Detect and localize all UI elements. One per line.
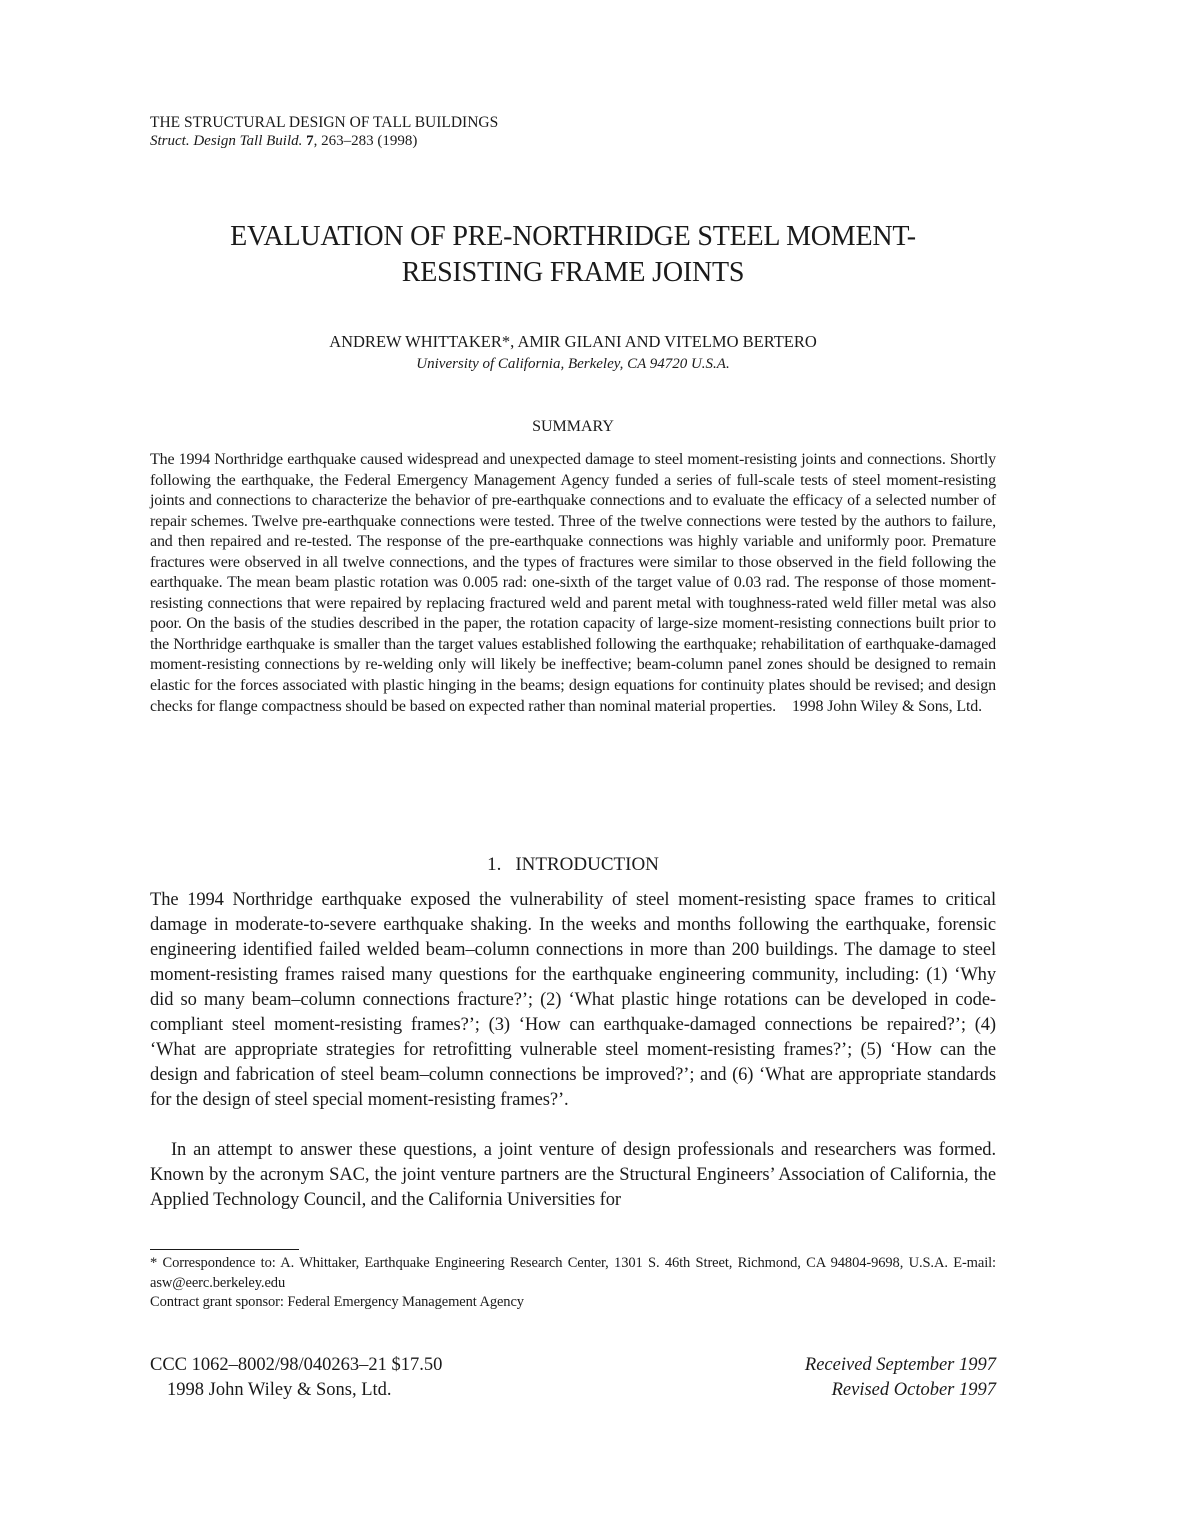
journal-abbrev: Struct. Design Tall Build.: [150, 133, 303, 149]
title-line-2: RESISTING FRAME JOINTS: [401, 257, 745, 288]
section-title: INTRODUCTION: [515, 854, 659, 875]
footnote-divider: [150, 1249, 299, 1250]
section-number: 1.: [487, 854, 502, 875]
article-title: [150, 219, 996, 291]
footnote-correspondence: * Correspondence to: A. Whittaker, Earthquake Engineering Research Center, 1301 S. 46th Street, Richmond, CA 94804-9698, U.S.A. E-mail: asw@eerc.berkeley.edu: [150, 1255, 996, 1291]
summary-heading: SUMMARY: [532, 418, 614, 435]
journal-name: THE STRUCTURAL DESIGN OF TALL BUILDINGS: [150, 114, 499, 131]
summary-copyright: 1998 John Wiley & Sons, Ltd.: [791, 697, 982, 715]
footer-received: Received September 1997: [804, 1355, 996, 1375]
journal-citation: [150, 132, 498, 151]
journal-volume: 7: [306, 133, 314, 149]
journal-pages-year: , 263–283 (1998): [313, 133, 418, 149]
footer-right: [805, 1353, 996, 1403]
section-heading-introduction: [150, 853, 996, 877]
intro-paragraph-2: In an attempt to answer these questions, a joint venture of design professionals and researchers was formed. Known by the acronym SAC, the joint venture partners are the Structural Engineers’ Association of California, the Applied Technology Council, and the California Universities for: [150, 1140, 996, 1210]
journal-header: [150, 113, 498, 151]
footer-copyright: 1998 John Wiley & Sons, Ltd.: [167, 1380, 392, 1400]
intro-paragraph-1: The 1994 Northridge earthquake exposed the vulnerability of steel moment-resisting space frames to critical damage in moderate-to-severe earthquake shaking. In the weeks and months following the earthquake, forensic engineering identified failed welded beam–column connections in more than 200 buildings. The damage to steel moment-resisting frames raised many questions for the earthquake engineering community, including: (1) ‘Why did so many beam–column connections fracture?’; (2) ‘What plastic hinge rotations can be developed in code-compliant steel moment-resisting frames?’; (3) ‘How can earthquake-damaged connections be repaired?’; (4) ‘What are appropriate strategies for retrofitting vulnerable steel moment-resisting frames?’; (5) ‘How can the design and fabrication of steel beam–column connections be improved?’; and (6) ‘What are appropriate standards for the design of steel special moment-resisting frames?’.: [150, 890, 996, 1110]
footer-left: [150, 1353, 442, 1403]
authors: ANDREW WHITTAKER*, AMIR GILANI AND VITELMO BERTERO: [329, 332, 817, 351]
summary-abstract: [150, 450, 996, 717]
footnote-sponsor: Contract grant sponsor: Federal Emergency Management Agency: [150, 1294, 524, 1310]
affiliation: University of California, Berkeley, CA 94720 U.S.A.: [416, 356, 730, 372]
title-line-1: EVALUATION OF PRE-NORTHRIDGE STEEL MOMENT-: [230, 221, 916, 252]
footnotes: [150, 1254, 996, 1313]
footer-ccc: CCC 1062–8002/98/040263–21 $17.50: [150, 1355, 443, 1375]
footer-revised: Revised October 1997: [831, 1380, 996, 1400]
summary-body: The 1994 Northridge earthquake caused widespread and unexpected damage to steel moment-resisting joints and connections. Shortly following the earthquake, the Federal Emergency Management Agency funded a series of full-scale tests of steel moment-resisting joints and connections to characterize the behavior of pre-earthquake connections and to evaluate the efficacy of a selected number of repair schemes. Twelve pre-earthquake connections were tested. Three of the twelve connections were tested by the authors to failure, and then repaired and re-tested. The response of the pre-earthquake connections was highly variable and uniformly poor. Premature fractures were observed in all twelve connections, and the types of fractures were similar to those observed in the field following the earthquake. The mean beam plastic rotation was 0.005 rad: one-sixth of the target value of 0.03 rad. The response of those moment-resisting connections that were repaired by replacing fractured weld and parent metal with toughness-rated weld filler metal was also poor. On the basis of the studies described in the paper, the rotation capacity of large-size moment-resisting connections built prior to the Northridge earthquake is smaller than the target values established following the earthquake; rehabilitation of earthquake-damaged moment-resisting connections by re-welding only will likely be ineffective; beam-column panel zones should be designed to remain elastic for the forces associated with plastic hinging in the beams; design equations for continuity plates should be revised; and design checks for flange compactness should be based on expected rather than nominal material properties.: [150, 451, 996, 715]
